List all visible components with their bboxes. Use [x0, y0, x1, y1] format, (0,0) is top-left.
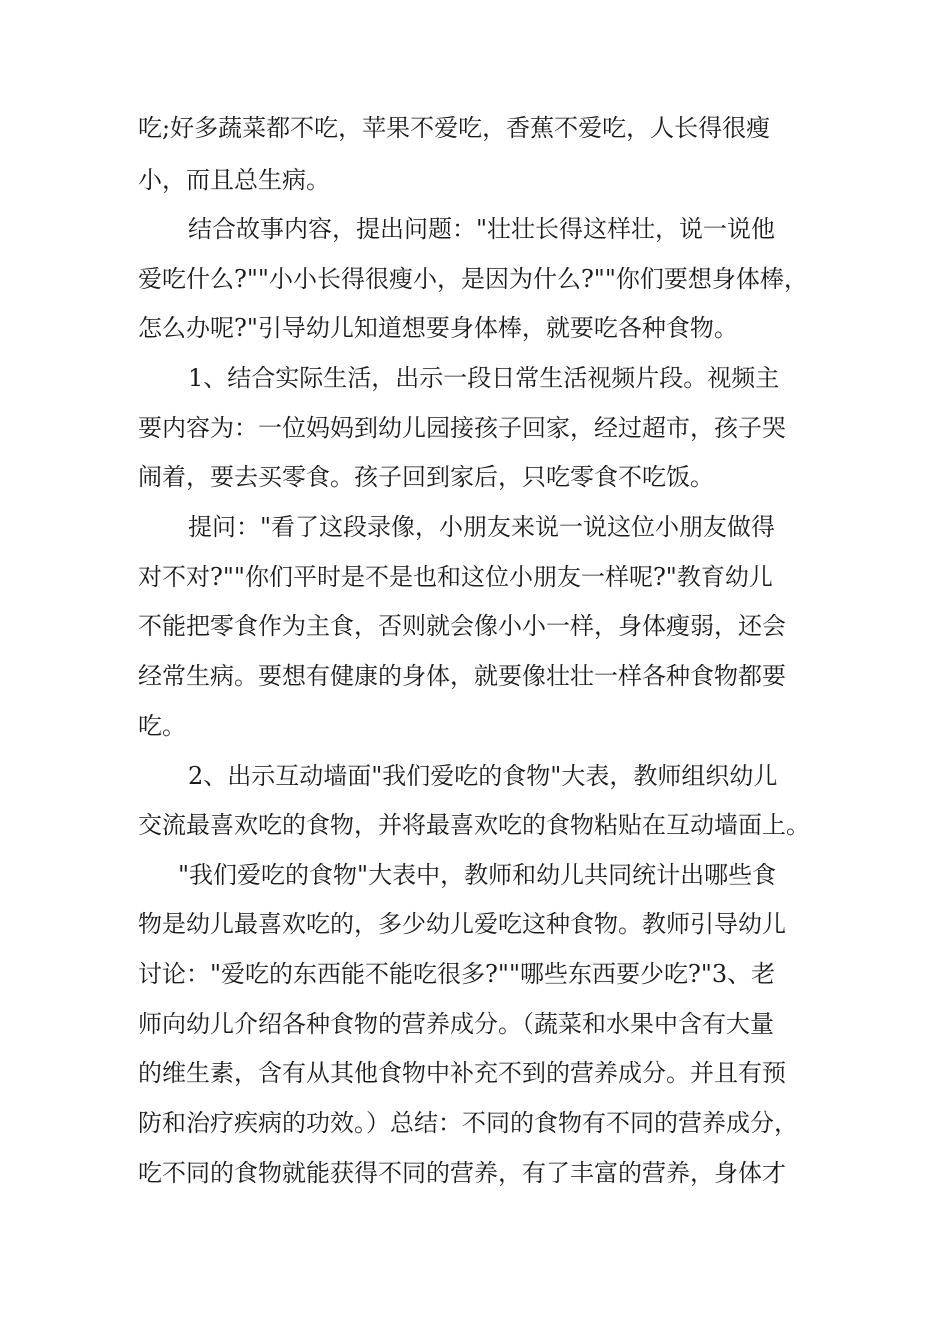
text-line: 小，而且总生病。: [138, 166, 330, 194]
text-line: 交流最喜欢吃的食物，并将最喜欢吃的食物粘贴在互动墙面上。: [138, 811, 810, 839]
text-line: 吃不同的食物就能获得不同的营养，有了丰富的营养，身体才: [138, 1159, 786, 1187]
text-line: 2、出示互动墙面"我们爱吃的食物"大表，教师组织幼儿: [188, 762, 778, 790]
text-line: 经常生病。要想有健康的身体，就要像壮壮一样各种食物都要: [138, 662, 786, 690]
text-line: 爱吃什么?""小小长得很瘦小，是因为什么?""你们要想身体棒，: [138, 265, 808, 293]
text-line: 吃。: [138, 712, 186, 740]
text-line: 吃;好多蔬菜都不吃，苹果不爱吃，香蕉不爱吃，人长得很瘦: [138, 114, 771, 142]
text-line: 的维生素，含有从其他食物中补充不到的营养成分。并且有预: [138, 1059, 786, 1087]
text-line: 闹着，要去买零食。孩子回到家后，只吃零食不吃饭。: [138, 463, 714, 491]
text-line: 要内容为：一位妈妈到幼儿园接孩子回家，经过超市，孩子哭: [138, 414, 786, 442]
text-line: 对不对?""你们平时是不是也和这位小朋友一样呢?"教育幼儿: [138, 563, 773, 591]
text-line: 物是幼儿最喜欢吃的，多少幼儿爱吃这种食物。教师引导幼儿: [138, 910, 786, 938]
text-line: 师向幼儿介绍各种食物的营养成分。（蔬菜和水果中含有大量: [138, 1010, 774, 1038]
text-line: 提问："看了这段录像，小朋友来说一说这位小朋友做得: [188, 513, 776, 541]
text-line: "我们爱吃的食物"大表中，教师和幼儿共同统计出哪些食: [178, 861, 777, 889]
text-line: 1、结合实际生活，出示一段日常生活视频片段。视频主: [188, 364, 780, 392]
text-line: 结合故事内容，提出问题："壮壮长得这样壮，说一说他: [188, 215, 776, 243]
text-line: 不能把零食作为主食，否则就会像小小一样，身体瘦弱，还会: [138, 612, 786, 640]
text-line: 怎么办呢?"引导幼儿知道想要身体棒，就要吃各种食物。: [138, 314, 738, 342]
text-line: 讨论："爱吃的东西能不能吃很多?""哪些东西要少吃?"3、老: [138, 960, 776, 988]
text-line: 防和治疗疾病的功效。）总结：不同的食物有不同的营养成分，: [138, 1109, 798, 1137]
